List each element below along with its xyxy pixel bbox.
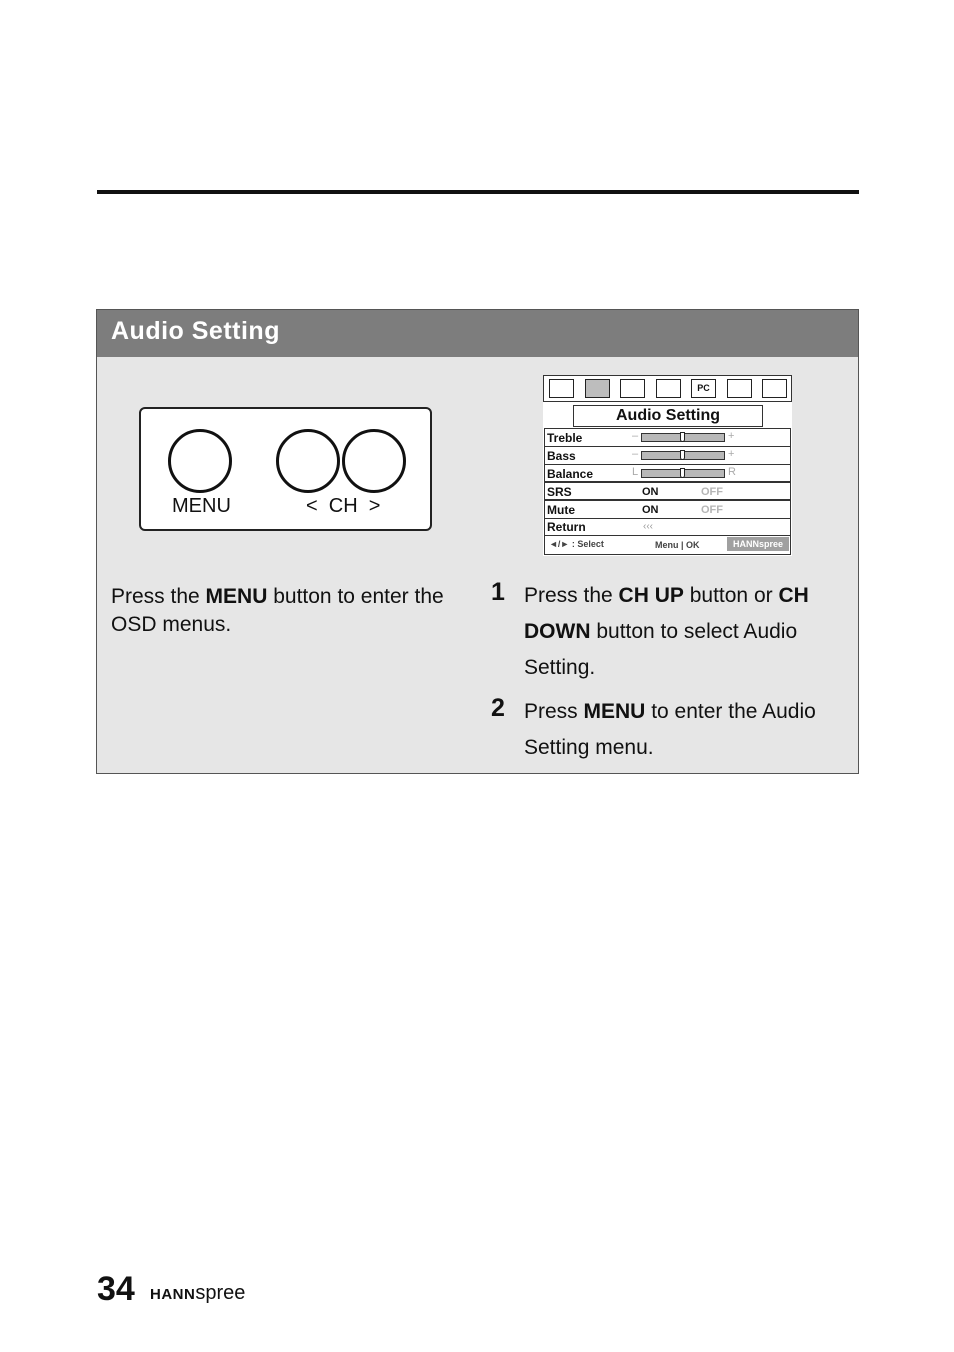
left-instruction-pre: Press the: [111, 585, 206, 608]
osd-brand-light: spree: [758, 539, 784, 549]
step-text-part: Press the: [524, 584, 619, 607]
ch-label: < CH >: [306, 495, 381, 517]
osd-slider-handle[interactable]: [680, 468, 685, 478]
footer-brand-bold: HANN: [150, 1286, 196, 1303]
step-text: [524, 694, 850, 766]
section-title: Audio Setting: [111, 317, 280, 345]
ch-up-button[interactable]: [342, 429, 406, 493]
osd-slider-handle[interactable]: [680, 432, 685, 442]
osd-return-arrows: ‹‹‹: [643, 521, 653, 532]
step-text-part: to enter the Audio Setting menu.: [524, 700, 816, 759]
left-instruction: [111, 583, 461, 639]
osd-slider-bar[interactable]: [641, 433, 725, 442]
osd-row-balance[interactable]: [545, 465, 790, 483]
step-text-part: button to select Audio Setting.: [524, 620, 798, 679]
exit-icon[interactable]: [762, 379, 787, 398]
osd-slider-min: L: [632, 466, 639, 478]
osd-slider-handle[interactable]: [680, 450, 685, 460]
step-text-part: Press: [524, 700, 584, 723]
page-number: 34: [97, 1270, 135, 1308]
osd-row-mute[interactable]: [545, 501, 790, 519]
osd-row-label: Bass: [547, 449, 576, 463]
osd-slider-bar[interactable]: [641, 469, 725, 478]
osd-brand-bold: HANN: [732, 539, 759, 549]
ch-down-button[interactable]: [276, 429, 340, 493]
osd-row-label: Return: [547, 520, 586, 534]
osd-icon-bar: [543, 375, 792, 402]
step-text-part: button or: [683, 584, 779, 607]
remote-buttons-illustration: [139, 407, 432, 531]
osd-toggle-off[interactable]: OFF: [701, 486, 723, 498]
osd-brand-logo: [727, 537, 789, 551]
osd-menu-ok-hint: Menu | OK: [655, 540, 700, 550]
setup-icon[interactable]: [727, 379, 752, 398]
osd-slider-min: –: [632, 430, 639, 442]
footer-brand-light: spree: [195, 1282, 246, 1304]
osd-slider-bar[interactable]: [641, 451, 725, 460]
step-number: 2: [491, 694, 505, 722]
osd-toggle-on[interactable]: ON: [642, 486, 659, 498]
osd-row-return[interactable]: [545, 518, 790, 536]
osd-footer: [545, 536, 790, 554]
tv-icon[interactable]: [656, 379, 681, 398]
left-instruction-bold: MENU: [205, 585, 268, 608]
osd-select-hint: ◄/► : Select: [549, 539, 604, 549]
pc-icon[interactable]: PC: [691, 379, 716, 398]
step-text-bold: MENU: [583, 700, 646, 723]
osd-slider-max: R: [728, 466, 736, 478]
step-text: [524, 578, 850, 686]
osd-row-label: Mute: [547, 503, 575, 517]
osd-slider-max: +: [728, 448, 735, 460]
osd-title: Audio Setting: [573, 405, 763, 427]
audio-icon[interactable]: [585, 379, 610, 398]
step-number: 1: [491, 578, 505, 606]
osd-options-table: [544, 428, 791, 555]
left-instruction-post: button to enter the OSD menus.: [111, 585, 444, 636]
osd-row-label: SRS: [547, 485, 572, 499]
top-rule: [97, 190, 859, 194]
osd-toggle-off[interactable]: OFF: [701, 504, 723, 516]
osd-row-label: Treble: [547, 431, 583, 445]
osd-slider-min: –: [632, 448, 639, 460]
picture-icon[interactable]: [620, 379, 645, 398]
osd-slider-max: +: [728, 430, 735, 442]
osd-toggle-on[interactable]: ON: [642, 504, 659, 516]
menu-button[interactable]: [168, 429, 232, 493]
osd-row-bass[interactable]: [545, 447, 790, 465]
osd-row-treble[interactable]: [545, 429, 790, 447]
audio-setting-panel: [96, 309, 859, 774]
step-text-bold: CH UP: [618, 584, 684, 607]
step-text-bold: CH DOWN: [524, 584, 809, 643]
footer-brand-logo: [150, 1282, 245, 1305]
menu-label: MENU: [172, 495, 231, 517]
osd-row-srs[interactable]: [545, 483, 790, 501]
brightness-icon[interactable]: [549, 379, 574, 398]
osd-menu: [543, 375, 792, 556]
osd-row-label: Balance: [547, 467, 594, 481]
panel-header: [97, 310, 858, 357]
